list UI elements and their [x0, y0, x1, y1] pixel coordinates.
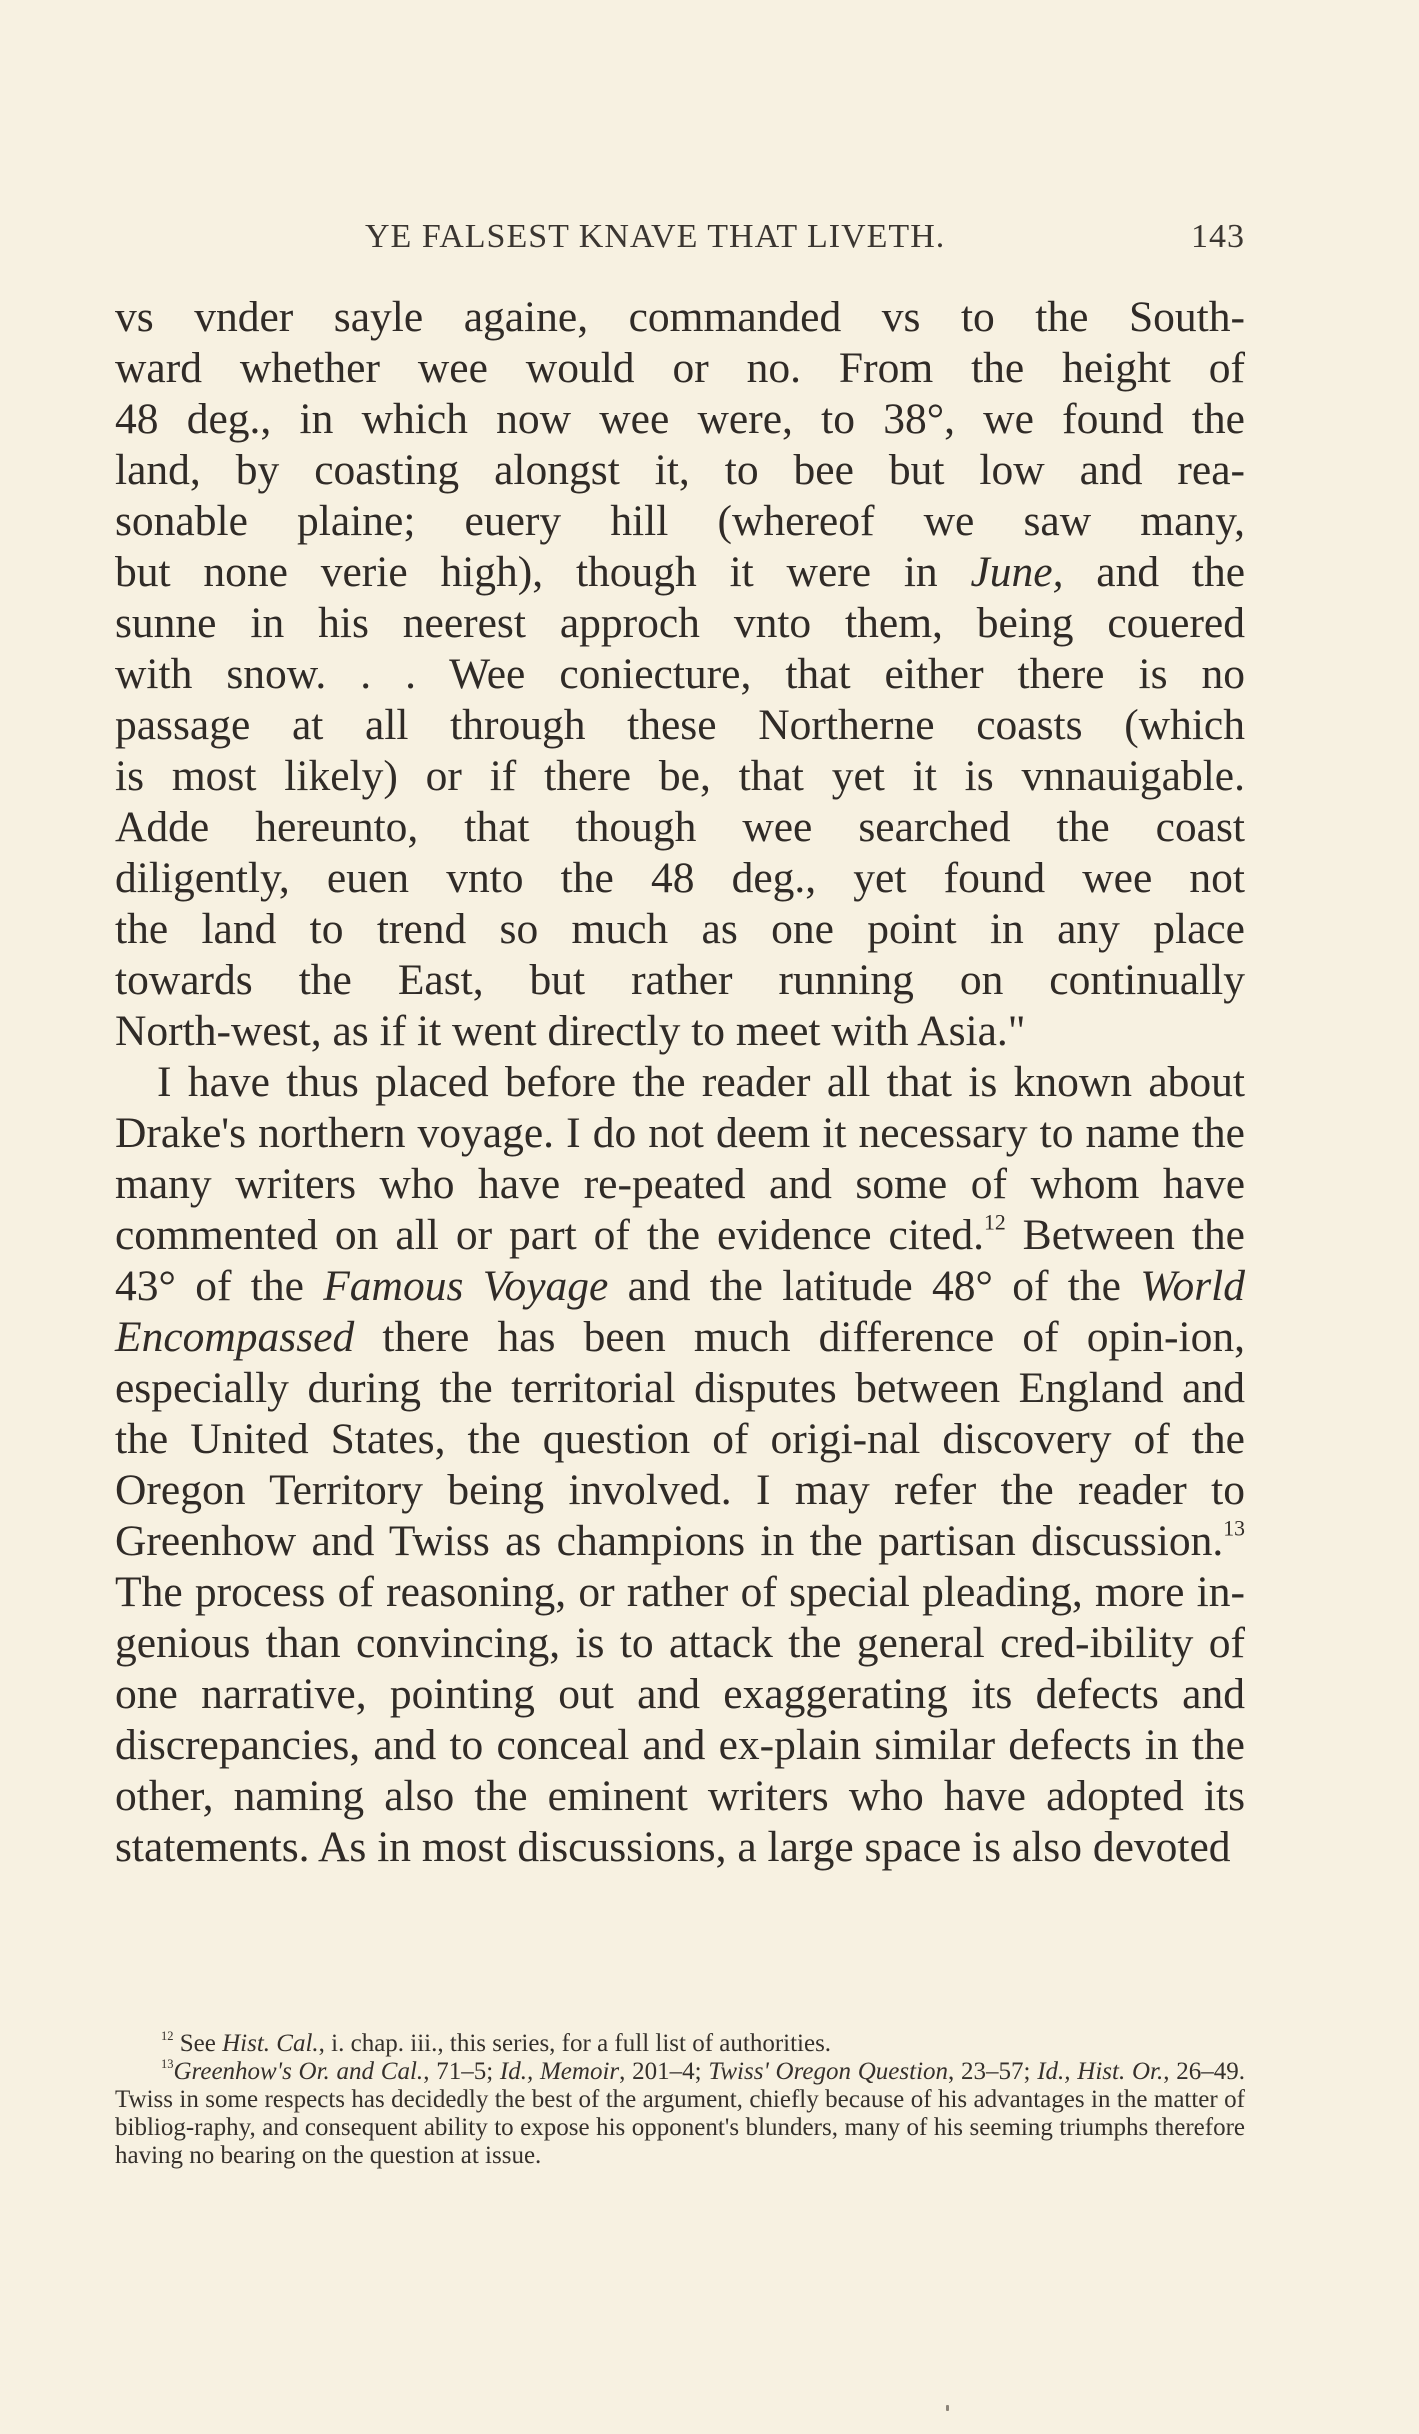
text-fragment: , 201–4;	[619, 2058, 709, 2085]
paragraph-commentary	[115, 1057, 1245, 1873]
footnote-13	[115, 2058, 1245, 2170]
italic-world-encompassed: World Encompassed	[115, 1262, 1246, 1361]
text-fragment: there has been much difference of opin-ion, especially during the territorial disputes between England and the United States, the question of origi-nal discovery of the Oregon Territory being involved. I may refer the reader to Greenhow and Twiss as champions in the partisan discussion.	[115, 1313, 1245, 1565]
footnotes	[115, 2030, 1245, 2170]
footnote-marker: 13	[161, 2056, 174, 2071]
paper-speck	[946, 2405, 949, 2411]
book-page	[115, 200, 1245, 1873]
text-line: land, by coasting alongst it, to bee but low and rea-	[115, 446, 1245, 494]
running-title: YE FALSEST KNAVE THAT LIVETH.	[365, 218, 946, 255]
page-number: 143	[1191, 218, 1245, 255]
text-line-june	[115, 547, 1245, 598]
text-line: is most likely) or if there be, that yet it is vnnauigable.	[115, 752, 1245, 800]
text-line: the land to trend so much as one point in any place	[115, 905, 1245, 953]
page-header	[115, 200, 1245, 260]
text-line: with snow. . . Wee coniecture, that either there is no	[115, 650, 1245, 698]
text-fragment: , i. chap. iii., this series, for a full list of authorities.	[318, 2030, 832, 2057]
italic-june: June,	[970, 548, 1064, 596]
text-fragment: Between the 43° of the	[115, 1211, 1245, 1310]
text-line: passage at all through these Northerne coasts (which	[115, 701, 1245, 749]
text-fragment: The process of reasoning, or rather of special pleading, more in-genious than convincing, is to attack the general cred-ibility of one narrative, pointing out and exaggerating its defects and discrepancies, and to conceal and ex-plain similar defects in the other, naming also the eminent writers who have adopted its statements. As in most discussions, a large space is also devoted	[115, 1568, 1245, 1871]
text-fragment: and the latitude 48° of the	[608, 1262, 1141, 1310]
italic-citation: Twiss' Oregon Question	[708, 2058, 949, 2085]
text-fragment: I have thus placed before the reader all that is known about Drake's northern voyage. I do not deem it necessary to name the many writers who have re-peated and some of whom have commented on all or part of the evidence cited.	[115, 1058, 1245, 1259]
footnote-ref-13[interactable]: 13	[1223, 1516, 1245, 1541]
body-text	[115, 292, 1245, 1873]
text-line: diligently, euen vnto the 48 deg., yet found wee not	[115, 854, 1245, 902]
text-line: 48 deg., in which now wee were, to 38°, we found the	[115, 395, 1245, 443]
footnote-marker: 12	[161, 2028, 174, 2043]
footnote-12	[115, 2030, 1245, 2058]
footnote-ref-12[interactable]: 12	[983, 1210, 1006, 1235]
text-fragment: and the	[1063, 548, 1246, 596]
text-fragment: , 26–49. Twiss in some respects has decidedly the best of the argument, chiefly because of his advantages in the matter of bibliog-raphy, and consequent ability to expose his opponent's blunders, many of his seeming triumphs therefore having no bearing on the question at issue.	[115, 2058, 1245, 2169]
italic-citation: Hist. Cal.	[222, 2030, 319, 2057]
italic-citation: Id., Hist. Or.	[1037, 2058, 1164, 2085]
text-line: North-west, as if it went directly to meet with Asia."	[115, 1007, 1026, 1055]
text-fragment: but none verie high), though it were in	[115, 548, 971, 596]
italic-citation: Greenhow's Or. and Cal.	[173, 2058, 424, 2085]
text-line: Adde hereunto, that though wee searched the coast	[115, 803, 1245, 851]
text-line: towards the East, but rather running on continually	[115, 956, 1245, 1004]
text-line: vs vnder sayle againe, commanded vs to the South-	[115, 293, 1245, 341]
text-line: ward whether wee would or no. From the height of	[115, 344, 1245, 392]
text-fragment: , 23–57;	[948, 2058, 1038, 2085]
text-line: sunne in his neerest approch vnto them, being couered	[115, 599, 1245, 647]
text-fragment: , 71–5;	[423, 2058, 500, 2085]
italic-famous-voyage: Famous Voyage	[323, 1262, 609, 1310]
italic-citation: Id., Memoir	[499, 2058, 620, 2085]
text-line: sonable plaine; euery hill (whereof we saw many,	[115, 497, 1245, 545]
paragraph-quotation	[115, 292, 1245, 1057]
text-fragment: See	[173, 2030, 223, 2057]
